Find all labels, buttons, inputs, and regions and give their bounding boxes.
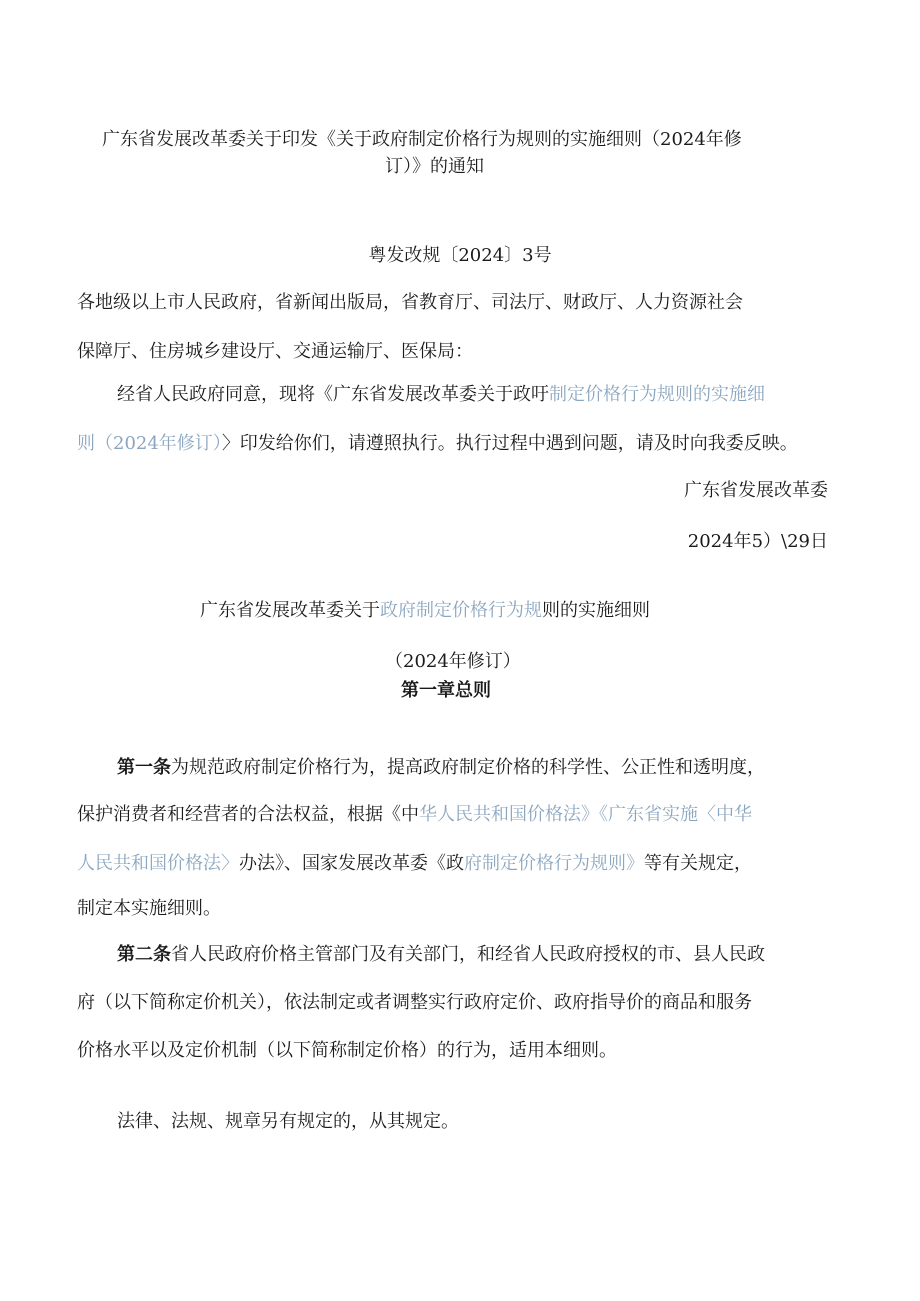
rules-title-text: 则的实施细则 xyxy=(542,600,650,621)
rules-link[interactable]: 制定价格行为规则的实施细 xyxy=(549,384,765,405)
rules-title-text: 广东省发展改革委关于 xyxy=(200,600,380,621)
article1-label: 第一条 xyxy=(117,757,171,778)
rules-title xyxy=(200,599,650,623)
notice-body-text: 经省人民政府同意，现将《广东省发展改革委关于政吁 xyxy=(117,384,549,405)
rules-subtitle: （2024年修订） xyxy=(385,651,521,672)
article1-text: 等有关规定， xyxy=(644,853,752,874)
article1-line4: 制定本实施细则。 xyxy=(77,898,221,919)
notice-title-line2: 订）》的通知 xyxy=(385,156,484,177)
national-rules-link[interactable]: 府制定价格行为规则》 xyxy=(464,853,644,874)
price-law-link-continued[interactable]: 人民共和国价格法〉 xyxy=(77,853,239,874)
notice-body-line1 xyxy=(117,383,765,407)
notice-body-text: 〉印发给你们，请遵照执行。执行过程中遇到问题，请及时向我委反映。 xyxy=(221,433,798,454)
article2-label: 第二条 xyxy=(117,944,171,965)
article2-line2: 府（以下简称定价机关），依法制定或者调整实行政府定价、政府指导价的商品和服务 xyxy=(77,992,752,1013)
document-number: 粤发改规〔2024〕3号 xyxy=(368,245,552,266)
rules-title-link[interactable]: 政府制定价格行为规 xyxy=(380,600,542,621)
rules-link-continued[interactable]: 则（2024年修订） xyxy=(77,433,222,454)
article2-line1 xyxy=(117,943,765,967)
addressees-line1: 各地级以上市人民政府，省新闻出版局，省教育厅、司法厅、财政厅、人力资源社会 xyxy=(77,292,743,313)
closing-clause: 法律、法规、规章另有规定的，从其规定。 xyxy=(117,1111,459,1132)
price-law-link[interactable]: 华人民共和国价格法》《广东省实施〈中华 xyxy=(419,804,752,825)
article1-line2 xyxy=(77,803,752,827)
article1-text: 办法》、国家发展改革委《政 xyxy=(239,853,464,874)
date: 2024年5）\29日 xyxy=(687,531,828,552)
signature: 广东省发展改革委 xyxy=(684,480,828,501)
addressees-line2: 保障厅、住房城乡建设厅、交通运输厅、医保局： xyxy=(77,341,473,362)
article1-text: 保护消费者和经营者的合法权益，根据《中 xyxy=(77,804,419,825)
article2-text: 省人民政府价格主管部门及有关部门，和经省人民政府授权的市、县人民政 xyxy=(171,944,765,965)
article1-text: 为规范政府制定价格行为，提高政府制定价格的科学性、公正性和透明度， xyxy=(171,757,765,778)
article1-line3 xyxy=(77,852,752,876)
notice-title-line1: 广东省发展改革委关于印发《关于政府制定价格行为规则的实施细则（2024年修 xyxy=(102,129,742,150)
article1-line1 xyxy=(117,756,765,780)
article2-line3: 价格水平以及定价机制（以下简称制定价格）的行为，适用本细则。 xyxy=(77,1040,617,1061)
chapter-heading: 第一章总则 xyxy=(401,680,491,701)
notice-body-line2 xyxy=(77,432,798,456)
